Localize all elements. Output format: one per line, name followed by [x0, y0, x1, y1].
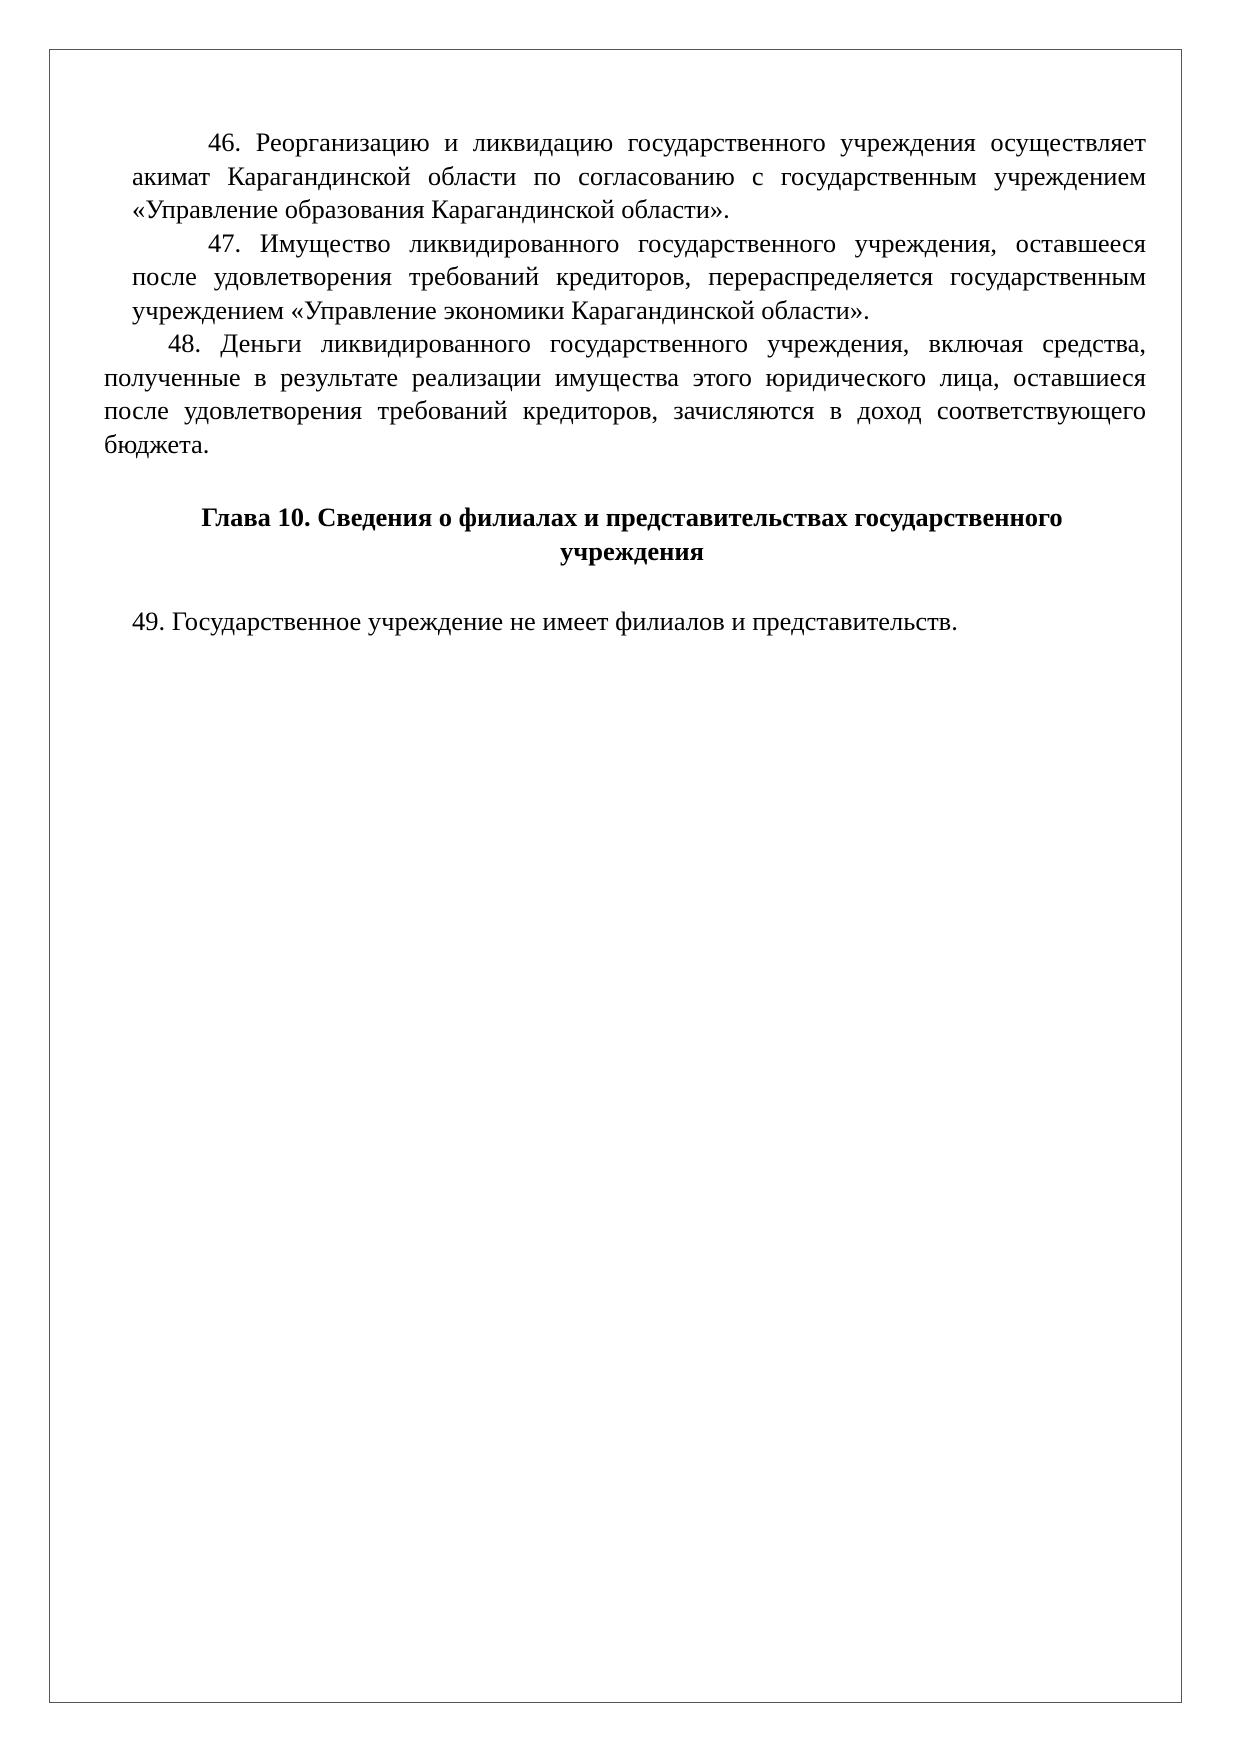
- document-body: [104, 126, 1147, 639]
- paragraph-number: 47.: [208, 227, 242, 258]
- paragraph-number: 49.: [132, 606, 166, 636]
- paragraph-47: [118, 227, 1146, 328]
- paragraph-text: Имущество ликвидированного государственного учреждения, оставшееся после удовлетворения требований кредиторов, перераспределяется государственным учреждением «Управление экономики Карагандинской области».: [132, 227, 1146, 325]
- paragraph-48: [104, 327, 1146, 461]
- paragraph-text: Государственное учреждение не имеет филиалов и представительств.: [171, 606, 958, 636]
- paragraph-49: [118, 605, 1146, 639]
- paragraph-number: 46.: [208, 127, 242, 157]
- paragraph-text: Деньги ликвидированного государственного учреждения, включая средства, полученные в результате реализации имущества этого юридического лица, оставшиеся после удовлетворения требований кредиторов, зачисляются в доход соответствующего бюджета.: [104, 328, 1147, 459]
- paragraph-number: 48.: [168, 328, 202, 358]
- paragraph-text: Реорганизацию и ликвидацию государственного учреждения осуществляет акимат Карагандинской области по согласованию с государственным учреждением «Управление образования Карагандинской области».: [132, 127, 1146, 224]
- paragraph-46: [118, 126, 1146, 227]
- chapter-heading: Глава 10. Сведения о филиалах и представительствах государственного учреждения: [201, 502, 1063, 566]
